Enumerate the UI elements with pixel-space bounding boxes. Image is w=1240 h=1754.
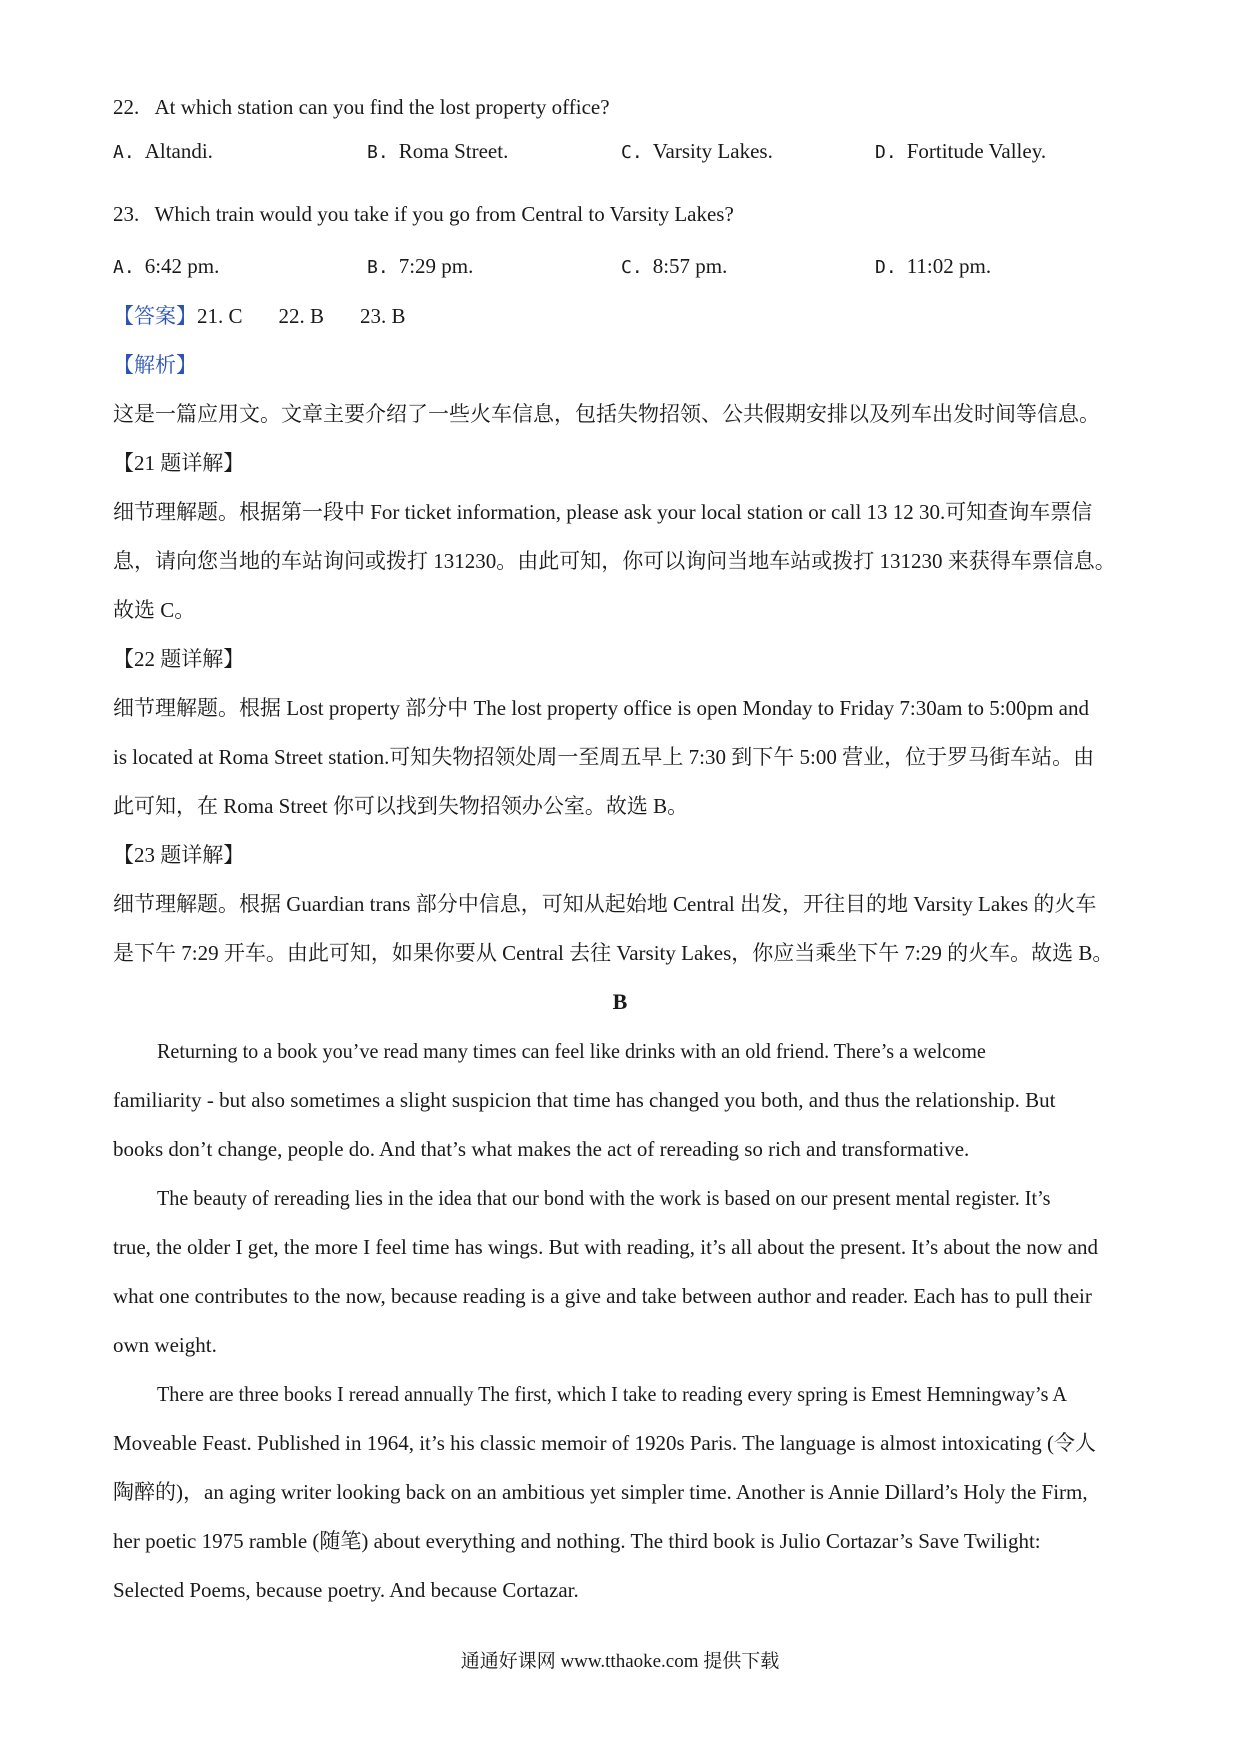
answer-line [113,301,1133,331]
option-b [367,251,473,283]
passage-line: Moveable Feast. Published in 1964, it’s his classic memoir of 1920s Paris. The language is almost intoxicating (令人 [113,1431,1096,1455]
detail-21-line: 故选 C。 [113,598,196,622]
option-text: Fortitude Valley. [906,139,1047,163]
passage-line: her poetic 1975 ramble (随笔) about everything and nothing. The third book is Julio Cortazar’s Save Twilight: [113,1529,1041,1553]
analysis-label-line [113,350,1133,380]
option-c [621,251,727,283]
option-text: 7:29 pm. [398,254,474,278]
answer-item: 23. B [360,304,406,328]
option-text: Varsity Lakes. [652,139,773,163]
detail-23-heading: 【23 题详解】 [113,843,245,867]
option-d [875,136,1046,168]
option-text: Altandi. [144,139,213,163]
question-23-options [113,251,1133,281]
option-letter: B. [367,142,389,163]
detail-22-line: 此可知，在 Roma Street 你可以找到失物招领办公室。故选 B。 [113,794,689,818]
passage-line: what one contributes to the now, because reading is a give and take between author and reader. Each has to pull their [113,1284,1092,1308]
option-b [367,136,508,168]
option-text: 11:02 pm. [906,254,992,278]
question-22-options [113,136,1133,166]
passage-line: own weight. [113,1333,217,1357]
question-number: 22. [113,95,140,119]
option-a [113,251,219,283]
analysis-label: 【解析】 [113,353,197,377]
detail-23-line: 细节理解题。根据 Guardian trans 部分中信息，可知从起始地 Central 出发，开往目的地 Varsity Lakes 的火车 [113,892,1097,916]
option-letter: C. [621,142,643,163]
option-letter: A. [113,257,135,278]
answer-item: 22. B [278,304,325,328]
detail-21-heading: 【21 题详解】 [113,451,245,475]
option-text: 6:42 pm. [144,254,220,278]
option-letter: D. [875,257,897,278]
passage-line: true, the older I get, the more I feel time has wings. But with reading, it’s all about the present. It’s about the now and [113,1235,1099,1259]
option-text: Roma Street. [398,139,509,163]
option-letter: D. [875,142,897,163]
option-letter: A. [113,142,135,163]
question-text: Which train would you take if you go from Central to Varsity Lakes? [154,202,734,226]
answer-label: 【答案】 [113,304,197,328]
passage-line: Selected Poems, because poetry. And because Cortazar. [113,1578,579,1602]
passage-line: There are three books I reread annually The first, which I take to reading every spring is Emest Hemningway’s A [157,1382,1067,1406]
analysis-summary: 这是一篇应用文。文章主要介绍了一些火车信息，包括失物招领、公共假期安排以及列车出发时间等信息。 [113,402,1100,426]
option-text: 8:57 pm. [652,254,728,278]
passage-line: Returning to a book you’ve read many times can feel like drinks with an old friend. There’s a welcome [157,1039,986,1063]
answer-item: 21. C [197,304,243,328]
question-22 [113,92,1133,122]
page-footer: 通通好课网 www.tthaoke.com 提供下载 [460,1651,780,1672]
passage-line: The beauty of rereading lies in the idea that our bond with the work is based on our present mental register. It’s [157,1186,1051,1210]
detail-22-line: is located at Roma Street station.可知失物招领处周一至周五早上 7:30 到下午 5:00 营业，位于罗马街车站。由 [113,745,1095,769]
detail-23-line: 是下午 7:29 开车。由此可知，如果你要从 Central 去往 Varsity Lakes，你应当乘坐下午 7:29 的火车。故选 B。 [113,941,1114,965]
question-number: 23. [113,202,140,226]
option-letter: C. [621,257,643,278]
question-23 [113,199,1133,229]
option-a [113,136,213,168]
detail-22-line: 细节理解题。根据 Lost property 部分中 The lost property office is open Monday to Friday 7:30am to 5:00pm and [113,696,1089,720]
passage-line: 陶醉的)，an aging writer looking back on an ambitious yet simpler time. Another is Annie Dillard’s Holy the Firm, [113,1480,1088,1504]
detail-21-line: 息，请向您当地的车站询问或拨打 131230。由此可知，你可以询问当地车站或拨打 131230 来获得车票信息。 [113,549,1116,573]
question-text: At which station can you find the lost property office? [154,95,610,119]
passage-line: books don’t change, people do. And that’s what makes the act of rereading so rich and transformative. [113,1137,970,1161]
section-title: B [612,989,628,1014]
detail-22-heading: 【22 题详解】 [113,647,245,671]
passage-line: familiarity - but also sometimes a slight suspicion that time has changed you both, and thus the relationship. But [113,1088,1056,1112]
option-c [621,136,773,168]
option-d [875,251,991,283]
detail-21-line: 细节理解题。根据第一段中 For ticket information, please ask your local station or call 13 12 30.可知查询车票信 [113,500,1093,524]
option-letter: B. [367,257,389,278]
